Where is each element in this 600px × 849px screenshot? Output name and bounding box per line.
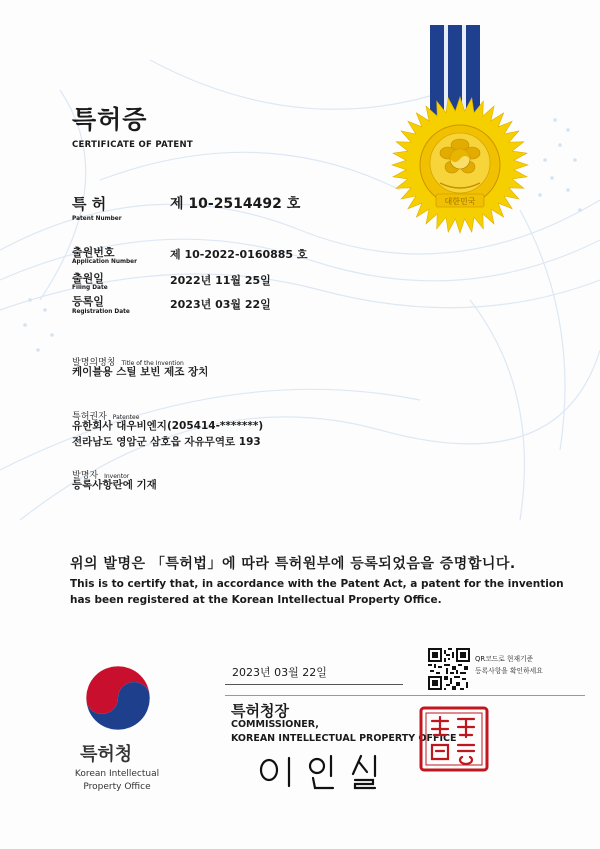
patentee-name: 유한회사 대우비엔지(205414-*******)	[72, 420, 264, 432]
gold-medal-emblem	[390, 95, 530, 235]
kipo-name-english	[65, 768, 169, 794]
registration-date-value: 2023년 03월 22일	[170, 298, 271, 311]
issuance-date: 2023년 03월 22일	[232, 666, 327, 679]
filing-date-label: 출원일	[72, 272, 104, 285]
kipo-name-english-line-2: Property Office	[83, 782, 151, 792]
filing-date-label-english: Filing Date	[72, 285, 108, 291]
commissioner-title-korean: 특허청장	[231, 702, 289, 720]
certificate-title: 특허증	[72, 105, 148, 134]
patentee-label: 특허권자	[72, 412, 107, 422]
invention-title-label-english: Title of the Invention	[121, 360, 184, 367]
registration-date-label-english: Registration Date	[72, 309, 130, 315]
commissioner-title-english-line-1: COMMISSIONER,	[231, 719, 319, 730]
inventor-label-english: Inventor	[104, 473, 130, 480]
inventor-value: 등록사항란에 기재	[72, 479, 157, 491]
invention-title-value: 케이블용 스틸 보빈 제조 장치	[72, 366, 209, 378]
invention-title-label: 발명의명칭	[72, 358, 116, 368]
registration-date-label: 등록일	[72, 295, 104, 308]
qr-note-line-2: 등록사항을 확인하세요	[475, 667, 543, 675]
certificate-title-english: CERTIFICATE OF PATENT	[72, 140, 194, 150]
patent-number-label: 특 허	[72, 195, 107, 213]
patentee-label-english: Patentee	[112, 414, 140, 421]
application-number-label-english: Application Number	[72, 259, 137, 265]
qr-note	[475, 653, 543, 677]
patentee-address: 전라남도 영암군 삼호읍 자유무역로 193	[72, 436, 261, 448]
declaration-korean: 위의 발명은 「특허법」에 따라 특허원부에 등록되었음을 증명합니다.	[70, 556, 516, 572]
application-number-value: 제 10-2022-0160885 호	[170, 248, 308, 261]
kipo-logo-icon	[82, 662, 154, 734]
inventor-label: 발명자	[72, 471, 99, 481]
declaration-english-line-2: has been registered at the Korean Intellectual Property Office.	[70, 594, 442, 606]
kipo-name-english-line-1: Korean Intellectual	[74, 769, 160, 779]
official-red-seal	[418, 705, 490, 773]
commissioner-signature	[255, 752, 395, 792]
qr-code[interactable]	[428, 648, 470, 690]
kipo-name-korean: 특허청	[80, 744, 133, 765]
signature-rule	[225, 695, 585, 696]
declaration-english	[70, 576, 564, 608]
patent-number-label-english: Patent Number	[72, 216, 122, 222]
qr-note-line-1: QR코드로 현재기준	[475, 655, 534, 663]
patent-number-value: 제 10-2514492 호	[170, 196, 301, 212]
filing-date-value: 2022년 11월 25일	[170, 274, 271, 287]
declaration-english-line-1: This is to certify that, in accordance with the Patent Act, a patent for the invention	[70, 578, 564, 590]
application-number-label: 출원번호	[72, 246, 115, 259]
svg-text:대한민국: 대한민국	[444, 197, 476, 206]
commissioner-title-english-line-2: KOREAN INTELLECTUAL PROPERTY OFFICE	[231, 733, 457, 744]
date-underline	[225, 684, 403, 685]
